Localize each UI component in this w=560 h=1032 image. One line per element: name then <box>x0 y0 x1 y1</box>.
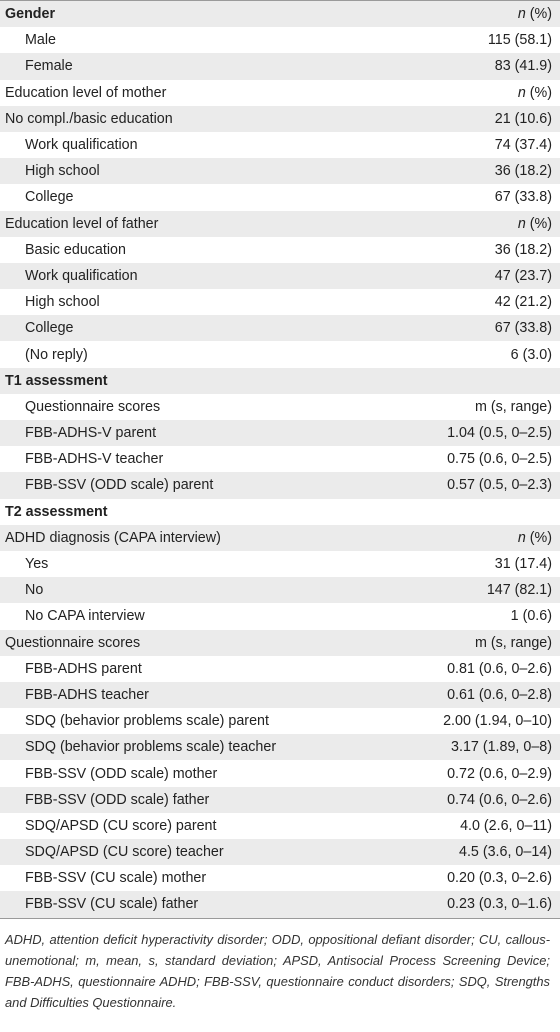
table-footnote: ADHD, attention deficit hyperactivity disorder; ODD, oppositional defiant disorder; CU, callous-unemotional; m, mean, s, standard deviation; APSD, Antisocial Process Screening Device; FBB-ADHS, questionnaire ADHD; FBB-SSV, questionnaire conduct disorders; SDQ, Strengths and Difficulties Questionnaire. <box>5 931 550 1011</box>
table-row <box>0 420 560 446</box>
table-row <box>0 603 560 629</box>
table-row <box>0 184 560 210</box>
table-row <box>0 27 560 53</box>
row-value: 47 (23.7) <box>382 263 560 289</box>
row-value: 3.17 (1.89, 0–8) <box>382 734 560 760</box>
n-symbol: n <box>517 529 526 546</box>
section-header-row <box>0 1 560 28</box>
row-value: 4.5 (3.6, 0–14) <box>382 839 560 865</box>
row-label: SDQ/APSD (CU score) teacher <box>0 839 382 865</box>
row-value <box>382 525 560 551</box>
table-row <box>0 446 560 472</box>
table-row <box>0 472 560 498</box>
percent-symbol: (%) <box>525 6 552 23</box>
row-label: Questionnaire scores <box>0 630 382 656</box>
row-label: FBB-SSV (ODD scale) mother <box>0 760 382 786</box>
row-label: T2 assessment <box>0 499 382 525</box>
row-label: SDQ (behavior problems scale) parent <box>0 708 382 734</box>
row-label: High school <box>0 289 382 315</box>
table-row <box>0 813 560 839</box>
row-value: 1 (0.6) <box>382 603 560 629</box>
row-value: 74 (37.4) <box>382 132 560 158</box>
row-label: (No reply) <box>0 341 382 367</box>
table-row <box>0 787 560 813</box>
row-label: Gender <box>0 1 382 28</box>
table-row <box>0 865 560 891</box>
row-label: Yes <box>0 551 382 577</box>
row-value: 4.0 (2.6, 0–11) <box>382 813 560 839</box>
table-row <box>0 211 560 237</box>
table-row <box>0 682 560 708</box>
row-label: FBB-ADHS-V parent <box>0 420 382 446</box>
table-row <box>0 891 560 918</box>
row-value: 36 (18.2) <box>382 237 560 263</box>
table-row <box>0 525 560 551</box>
row-value: 0.74 (0.6, 0–2.6) <box>382 787 560 813</box>
row-value: 67 (33.8) <box>382 315 560 341</box>
row-value: m (s, range) <box>382 630 560 656</box>
row-label: Male <box>0 27 382 53</box>
row-label: T1 assessment <box>0 368 382 394</box>
row-label: No <box>0 577 382 603</box>
row-label: Education level of father <box>0 211 382 237</box>
table-row <box>0 158 560 184</box>
row-label: Work qualification <box>0 263 382 289</box>
row-value: 36 (18.2) <box>382 158 560 184</box>
row-label: FBB-ADHS parent <box>0 656 382 682</box>
row-value: 0.61 (0.6, 0–2.8) <box>382 682 560 708</box>
table-row <box>0 577 560 603</box>
table-row <box>0 708 560 734</box>
table-row <box>0 80 560 106</box>
row-value: 83 (41.9) <box>382 53 560 79</box>
table-row <box>0 106 560 132</box>
row-label: No CAPA interview <box>0 603 382 629</box>
row-label: Education level of mother <box>0 80 382 106</box>
row-value: m (s, range) <box>382 394 560 420</box>
row-label: Work qualification <box>0 132 382 158</box>
row-label: No compl./basic education <box>0 106 382 132</box>
row-label: Questionnaire scores <box>0 394 382 420</box>
row-value: 42 (21.2) <box>382 289 560 315</box>
row-value <box>382 368 560 394</box>
row-value: 67 (33.8) <box>382 184 560 210</box>
section-header-row <box>0 368 560 394</box>
row-label: High school <box>0 158 382 184</box>
table-row <box>0 53 560 79</box>
row-label: FBB-SSV (CU scale) father <box>0 891 382 918</box>
row-label: College <box>0 184 382 210</box>
percent-symbol: (%) <box>525 84 552 101</box>
row-label: SDQ/APSD (CU score) parent <box>0 813 382 839</box>
table-row <box>0 734 560 760</box>
row-label: SDQ (behavior problems scale) teacher <box>0 734 382 760</box>
section-header-row <box>0 499 560 525</box>
table-row <box>0 551 560 577</box>
table-row <box>0 263 560 289</box>
percent-symbol: (%) <box>525 215 552 232</box>
n-symbol: n <box>517 6 526 23</box>
row-label: Female <box>0 53 382 79</box>
row-value: 0.20 (0.3, 0–2.6) <box>382 865 560 891</box>
row-value: 0.75 (0.6, 0–2.5) <box>382 446 560 472</box>
row-label: College <box>0 315 382 341</box>
row-value <box>382 211 560 237</box>
row-value: 1.04 (0.5, 0–2.5) <box>382 420 560 446</box>
row-value: 0.81 (0.6, 0–2.6) <box>382 656 560 682</box>
row-value: 2.00 (1.94, 0–10) <box>382 708 560 734</box>
row-label: FBB-SSV (ODD scale) father <box>0 787 382 813</box>
row-value: 0.57 (0.5, 0–2.3) <box>382 472 560 498</box>
table-row <box>0 630 560 656</box>
table-row <box>0 341 560 367</box>
table-body <box>0 1 560 919</box>
row-value: 6 (3.0) <box>382 341 560 367</box>
row-value: 31 (17.4) <box>382 551 560 577</box>
row-value: 0.72 (0.6, 0–2.9) <box>382 760 560 786</box>
row-label: FBB-ADHS-V teacher <box>0 446 382 472</box>
table-row <box>0 132 560 158</box>
row-value: 147 (82.1) <box>382 577 560 603</box>
row-value: 21 (10.6) <box>382 106 560 132</box>
row-label: Basic education <box>0 237 382 263</box>
table-row <box>0 839 560 865</box>
table-row <box>0 237 560 263</box>
table-row <box>0 315 560 341</box>
table-row <box>0 760 560 786</box>
row-value <box>382 1 560 28</box>
row-value: 0.23 (0.3, 0–1.6) <box>382 891 560 918</box>
table-row <box>0 656 560 682</box>
row-label: FBB-SSV (ODD scale) parent <box>0 472 382 498</box>
row-label: FBB-ADHS teacher <box>0 682 382 708</box>
table-row <box>0 394 560 420</box>
row-label: ADHD diagnosis (CAPA interview) <box>0 525 382 551</box>
row-value <box>382 499 560 525</box>
row-value <box>382 80 560 106</box>
row-label: FBB-SSV (CU scale) mother <box>0 865 382 891</box>
table-row <box>0 289 560 315</box>
n-symbol: n <box>517 215 526 232</box>
row-value: 115 (58.1) <box>382 27 560 53</box>
percent-symbol: (%) <box>525 529 552 546</box>
n-symbol: n <box>517 84 526 101</box>
